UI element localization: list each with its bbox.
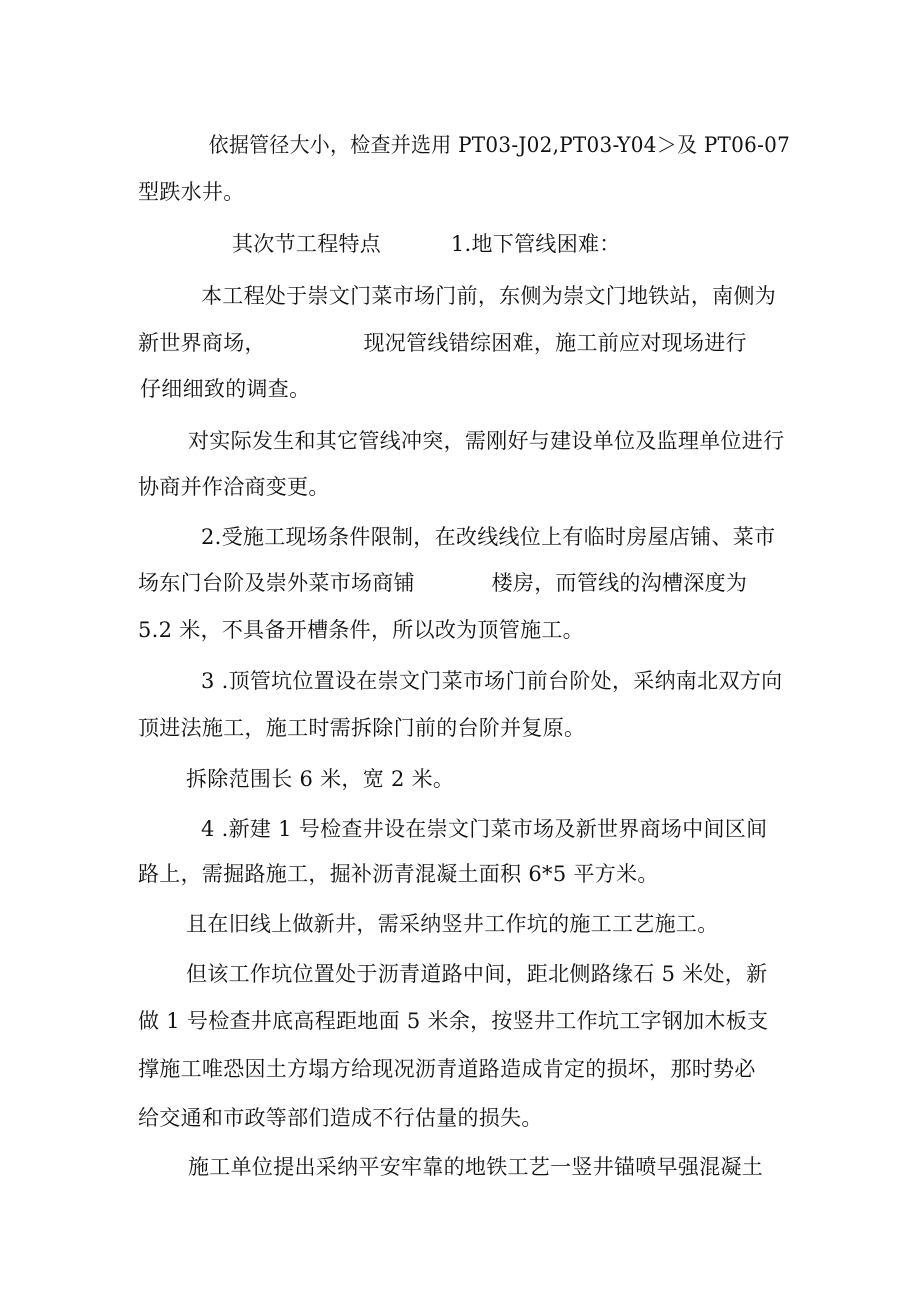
text-line-1: 依据管径大小，检查并选用 PT03-J02,PT03-Y04＞及 PT06-07 xyxy=(202,133,791,157)
text-line-19: 做 1 号检查井底高程距地面 5 米余，按竖井工作坑工字钢加木板支 xyxy=(138,1009,769,1033)
text-line-21: 给交通和市政等部们造成不行估量的损失。 xyxy=(138,1106,543,1130)
text-line-7: 对实际发生和其它管线冲突，需刚好与建设单位及监理单位进行 xyxy=(188,429,785,453)
text-line-17: 且在旧线上做新井，需采纳竖井工作坑的施工工艺施工。 xyxy=(186,912,719,936)
text-line-8: 协商并作洽商变更。 xyxy=(138,475,330,499)
text-line-4: 本工程处于崇文门菜市场门前，东侧为崇文门地铁站，南侧为 xyxy=(194,284,777,308)
text-line-3: 其次节工程特点 1.地下管线困难： xyxy=(232,232,621,256)
text-line-2: 型跌水井。 xyxy=(138,180,245,204)
text-line-22: 施工单位提出采纳平安牢靠的地铁工艺一竖井锚喷早强混凝土 xyxy=(188,1155,764,1179)
text-line-5: 新世界商场， 现况管线错综困难，施工前应对现场进行 xyxy=(138,331,747,355)
text-line-10: 场东门台阶及崇外菜市场商铺 楼房，而管线的沟槽深度为 xyxy=(138,571,748,595)
text-line-9: 2.受施工现场条件限制，在改线线位上有临时房屋店铺、菜市 xyxy=(194,525,776,549)
text-line-12: 3 .顶管坑位置设在崇文门菜市场门前台阶处，采纳南北双方向 xyxy=(194,669,783,693)
text-line-20: 撑施工唯恐因土方塌方给现况沥青道路造成肯定的损坏，那时势必 xyxy=(138,1057,756,1081)
text-line-13: 顶进法施工，施工时需拆除门前的台阶并复原。 xyxy=(138,716,586,740)
text-line-16: 路上，需掘路施工，掘补沥青混凝土面积 6*5 平方米。 xyxy=(138,862,659,886)
text-line-14: 拆除范围长 6 米，宽 2 米。 xyxy=(186,767,455,791)
text-line-6: 仔细细致的调查。 xyxy=(140,377,311,401)
text-line-18: 但该工作坑位置处于沥青道路中间，距北侧路缘石 5 米处，新 xyxy=(186,962,768,986)
text-line-11: 5.2 米，不具备开槽条件，所以改为顶管施工。 xyxy=(138,618,584,642)
text-line-15: 4 .新建 1 号检查井设在崇文门菜市场及新世界商场中间区间 xyxy=(194,817,768,841)
